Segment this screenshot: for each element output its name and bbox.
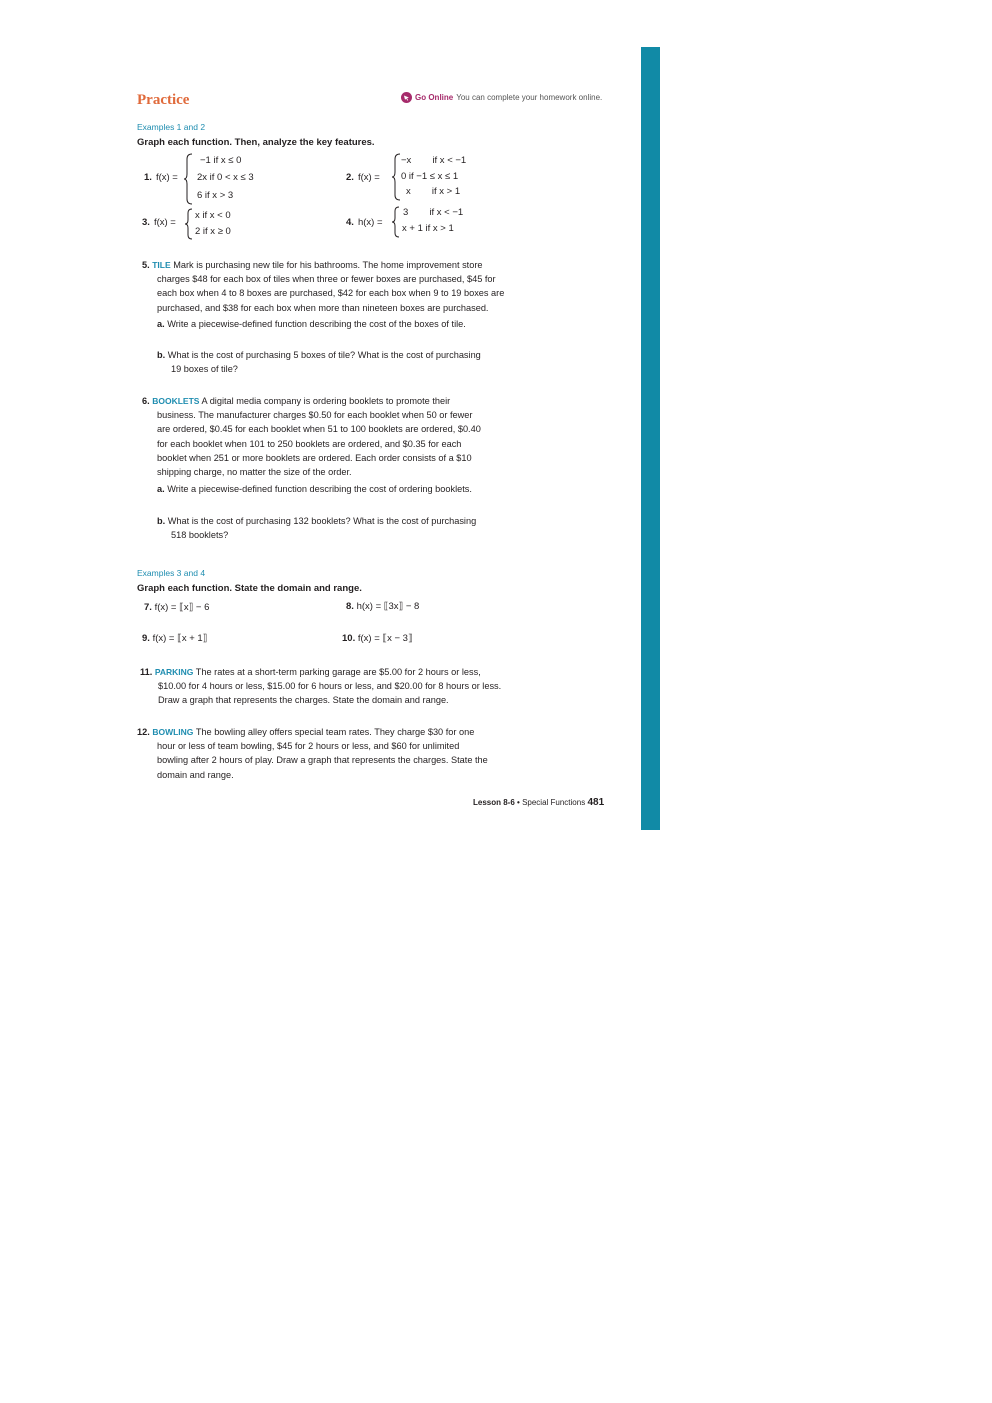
problem-text-line: The bowling alley offers special team rates. They charge $30 for one (195, 727, 475, 737)
problem-number: 12. (137, 727, 150, 737)
piece-case: −1 if x ≤ 0 (200, 155, 242, 166)
problem-11 (140, 665, 501, 708)
problem-10: 10. f(x) = ⟦x − 3⟧ (342, 633, 413, 644)
function-name: f(x) = (155, 172, 178, 183)
function-name: h(x) = (357, 217, 383, 228)
piece-case: 2 if x ≥ 0 (195, 226, 231, 237)
section-heading-examples-3-4: Examples 3 and 4 (137, 568, 206, 578)
problem-text-line: bowling after 2 hours of play. Draw a graph that represents the charges. State the (157, 755, 488, 766)
problem-number: 6. (142, 396, 150, 406)
problem-text-line: purchased, and $38 for each box when more than nineteen boxes are purchased. (157, 302, 489, 313)
piece-case: 3 if x < −1 (403, 207, 464, 218)
section-heading-examples-1-2: Examples 1 and 2 (137, 122, 206, 132)
problem-5b: b. What is the cost of purchasing 5 boxes of tile? What is the cost of purchasing 19 boxes of tile? (157, 350, 481, 374)
function-name: f(x) = (357, 172, 380, 183)
problem-number: 5. (142, 260, 150, 270)
problem-number: 3. (142, 217, 150, 228)
piece-case: 6 if x > 3 (197, 190, 234, 201)
piece-case: 0 if −1 ≤ x ≤ 1 (401, 171, 459, 182)
problem-text-line: business. The manufacturer charges $0.50 for each booklet when 50 or fewer (157, 410, 473, 421)
side-color-bar (641, 47, 660, 830)
page-title: Practice (137, 92, 190, 108)
page-footer (473, 797, 604, 808)
problem-text-line: hour or less of team bowling, $45 for 2 hours or less, and $60 for unlimited (157, 741, 460, 752)
problem-keyword: PARKING (154, 667, 194, 677)
piece-case: −x if x < −1 (401, 155, 467, 166)
problem-text-line: each box when 4 to 8 boxes are purchased, $42 for each box when 9 to 19 boxes are (157, 288, 505, 299)
problem-number: 4. (346, 217, 354, 228)
problem-6a: a. Write a piecewise-defined function describing the cost of ordering booklets. (157, 484, 472, 494)
problem-9: 9. f(x) = ⟦x + 1⟧ (142, 633, 208, 644)
problem-5 (142, 258, 504, 315)
problem-text-line: are ordered, $0.45 for each booklet when 51 to 100 booklets are ordered, $0.40 (157, 424, 481, 435)
function-name: f(x) = (153, 217, 176, 228)
go-online-icon (401, 92, 412, 103)
piece-case: x if x < 0 (195, 210, 231, 221)
left-brace (392, 206, 401, 238)
page-number: 481 (587, 797, 605, 808)
problem-5a: a. Write a piecewise-defined function describing the cost of the boxes of tile. (157, 319, 466, 329)
problem-number: 2. (346, 172, 354, 183)
problem-text-line: booklet when 251 or more booklets are ordered. Each order consists of a $10 (157, 452, 472, 463)
problem-text-line: Mark is purchasing new tile for his bathrooms. The home improvement store (173, 260, 483, 270)
left-brace (184, 153, 194, 205)
problem-text-line: Draw a graph that represents the charges. State the domain and range. (158, 695, 449, 706)
problem-keyword: BOOKLETS (152, 396, 200, 406)
problem-keyword: BOWLING (152, 727, 194, 737)
piece-case: x if x > 1 (406, 186, 461, 197)
problem-text-line: The rates at a short-term parking garage are $5.00 for 2 hours or less, (195, 667, 481, 677)
footer-topic: Special Functions (522, 798, 586, 807)
problem-number: 1. (144, 172, 152, 183)
problem-12 (137, 725, 488, 782)
problem-text-line: charges $48 for each box of tiles when three or fewer boxes are purchased, $45 for (157, 274, 496, 285)
go-online-text: You can complete your homework online. (456, 93, 603, 102)
piece-case: 2x if 0 < x ≤ 3 (197, 172, 254, 183)
go-online-banner[interactable] (401, 92, 602, 103)
problem-7: 7. f(x) = ⟦x⟧ − 6 (144, 602, 210, 613)
problem-text-line: $10.00 for 4 hours or less, $15.00 for 6 hours or less, and $20.00 for 8 hours or less. (158, 681, 502, 692)
footer-lesson: Lesson 8-6 • (473, 798, 520, 807)
problem-text-line: for each booklet when 101 to 250 booklets are ordered, and $0.35 for each (157, 438, 462, 449)
problem-8: 8. h(x) = ⟦3x⟧ − 8 (346, 601, 420, 612)
problem-6 (142, 394, 481, 479)
piece-case: x + 1 if x > 1 (402, 223, 454, 234)
go-online-label[interactable]: Go Online (415, 93, 454, 102)
problem-text-line: shipping charge, no matter the size of the order. (157, 467, 352, 478)
section-instruction-2: Graph each function. State the domain and range. (137, 583, 362, 594)
problem-text-line: domain and range. (157, 769, 234, 780)
problem-6b: b. What is the cost of purchasing 132 booklets? What is the cost of purchasing 518 booklets? (157, 516, 477, 540)
left-brace (185, 208, 194, 240)
section-instruction-1: Graph each function. Then, analyze the key features. (137, 137, 375, 148)
problem-keyword: TILE (152, 260, 171, 270)
problem-number: 11. (140, 667, 153, 677)
problem-text-line: A digital media company is ordering booklets to promote their (201, 396, 451, 406)
